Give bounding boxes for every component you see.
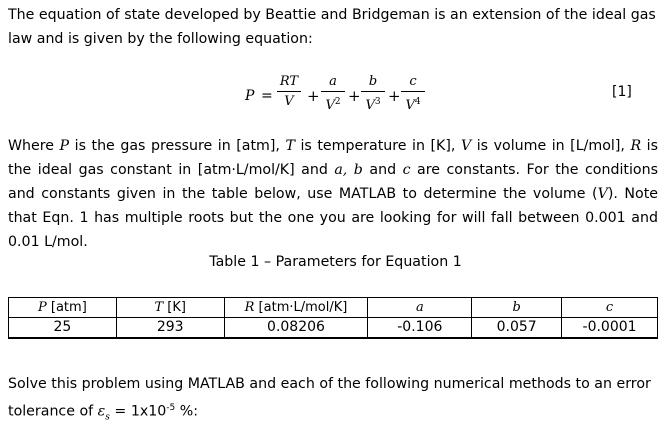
var-v: V xyxy=(460,138,472,154)
term-2-power: 2 xyxy=(334,97,341,107)
desc-text: is the ideal gas constant in [atm·L/mol/K] and xyxy=(8,138,658,178)
equation-number: [1] xyxy=(612,84,632,100)
closing-text: tolerance of xyxy=(8,403,98,420)
epsilon-subscript: s xyxy=(105,412,110,423)
var-v: V xyxy=(597,186,608,202)
desc-text: ). Note that Eqn. 1 has multiple roots but the one you are looking for will fall between 0.001 and 0.01 L/mol. xyxy=(8,186,659,250)
term-4-power: 4 xyxy=(414,97,421,107)
term-3-power: 3 xyxy=(374,97,381,107)
intro-paragraph xyxy=(8,3,658,51)
plus-sign: + xyxy=(388,87,401,105)
header-cell-p: P [atm] xyxy=(9,298,117,318)
parameters-table xyxy=(8,297,658,339)
var-c: c xyxy=(402,162,411,178)
value-cell-r: 0.08206 xyxy=(224,318,368,339)
term-4-numerator: c xyxy=(409,74,417,89)
header-cell-r: R [atm·L/mol/K] xyxy=(224,298,368,318)
term-1-numerator: RT xyxy=(279,74,299,89)
var-p: P xyxy=(59,138,70,154)
header-cell-a: a xyxy=(368,298,472,318)
plus-sign: + xyxy=(348,87,361,105)
desc-text: is temperature in [K], xyxy=(294,138,461,154)
header-cell-b: b xyxy=(472,298,562,318)
description-paragraph xyxy=(8,134,658,254)
var-a-b: a, b xyxy=(334,162,363,178)
term-4-denominator: V xyxy=(405,98,415,113)
table-caption: Table 1 – Parameters for Equation 1 xyxy=(209,254,462,270)
intro-line-1: The equation of state developed by Beattie and Bridgeman is an extension of the ideal gas xyxy=(8,7,656,23)
tolerance-exponent: -5 xyxy=(166,403,176,413)
term-c-over-v4 xyxy=(399,74,427,113)
table-header-row xyxy=(9,298,658,318)
value-cell-p: 25 xyxy=(9,318,117,339)
term-a-over-v2 xyxy=(319,74,347,113)
closing-paragraph xyxy=(8,372,658,430)
term-3-denominator: V xyxy=(365,98,375,113)
var-r: R xyxy=(630,138,642,154)
desc-text: and xyxy=(362,162,403,178)
desc-text: are constants. For the conditions and constants given in the table below, use MATLAB to determine the volume ( xyxy=(8,162,658,202)
value-cell-t: 293 xyxy=(116,318,224,339)
equation-equals: = xyxy=(261,88,273,104)
header-cell-c: c xyxy=(562,298,658,318)
term-3-numerator: b xyxy=(368,74,378,89)
term-1-denominator: V xyxy=(284,94,294,109)
term-2-denominator: V xyxy=(325,98,335,113)
plus-sign: + xyxy=(307,87,320,105)
epsilon-symbol: ε xyxy=(97,403,106,420)
term-rt-over-v xyxy=(275,74,303,110)
desc-text: Where xyxy=(8,138,60,154)
closing-line-1: Solve this problem using MATLAB and each of the following numerical methods to an error xyxy=(8,376,651,392)
value-cell-a: -0.106 xyxy=(368,318,472,339)
term-b-over-v3 xyxy=(359,74,387,113)
closing-text: %: xyxy=(175,403,199,420)
var-t: T xyxy=(285,138,295,154)
value-cell-b: 0.057 xyxy=(472,318,562,339)
table-row xyxy=(9,318,658,339)
desc-text: is the gas pressure in [atm], xyxy=(69,138,286,154)
equation-lhs: P xyxy=(245,88,255,104)
desc-text: is volume in [L/mol], xyxy=(471,138,631,154)
header-cell-t: T [K] xyxy=(116,298,224,318)
intro-line-2: law and is given by the following equation: xyxy=(8,31,313,47)
term-2-numerator: a xyxy=(329,74,337,89)
closing-text: = 1x10 xyxy=(109,403,167,420)
value-cell-c: -0.0001 xyxy=(562,318,658,339)
